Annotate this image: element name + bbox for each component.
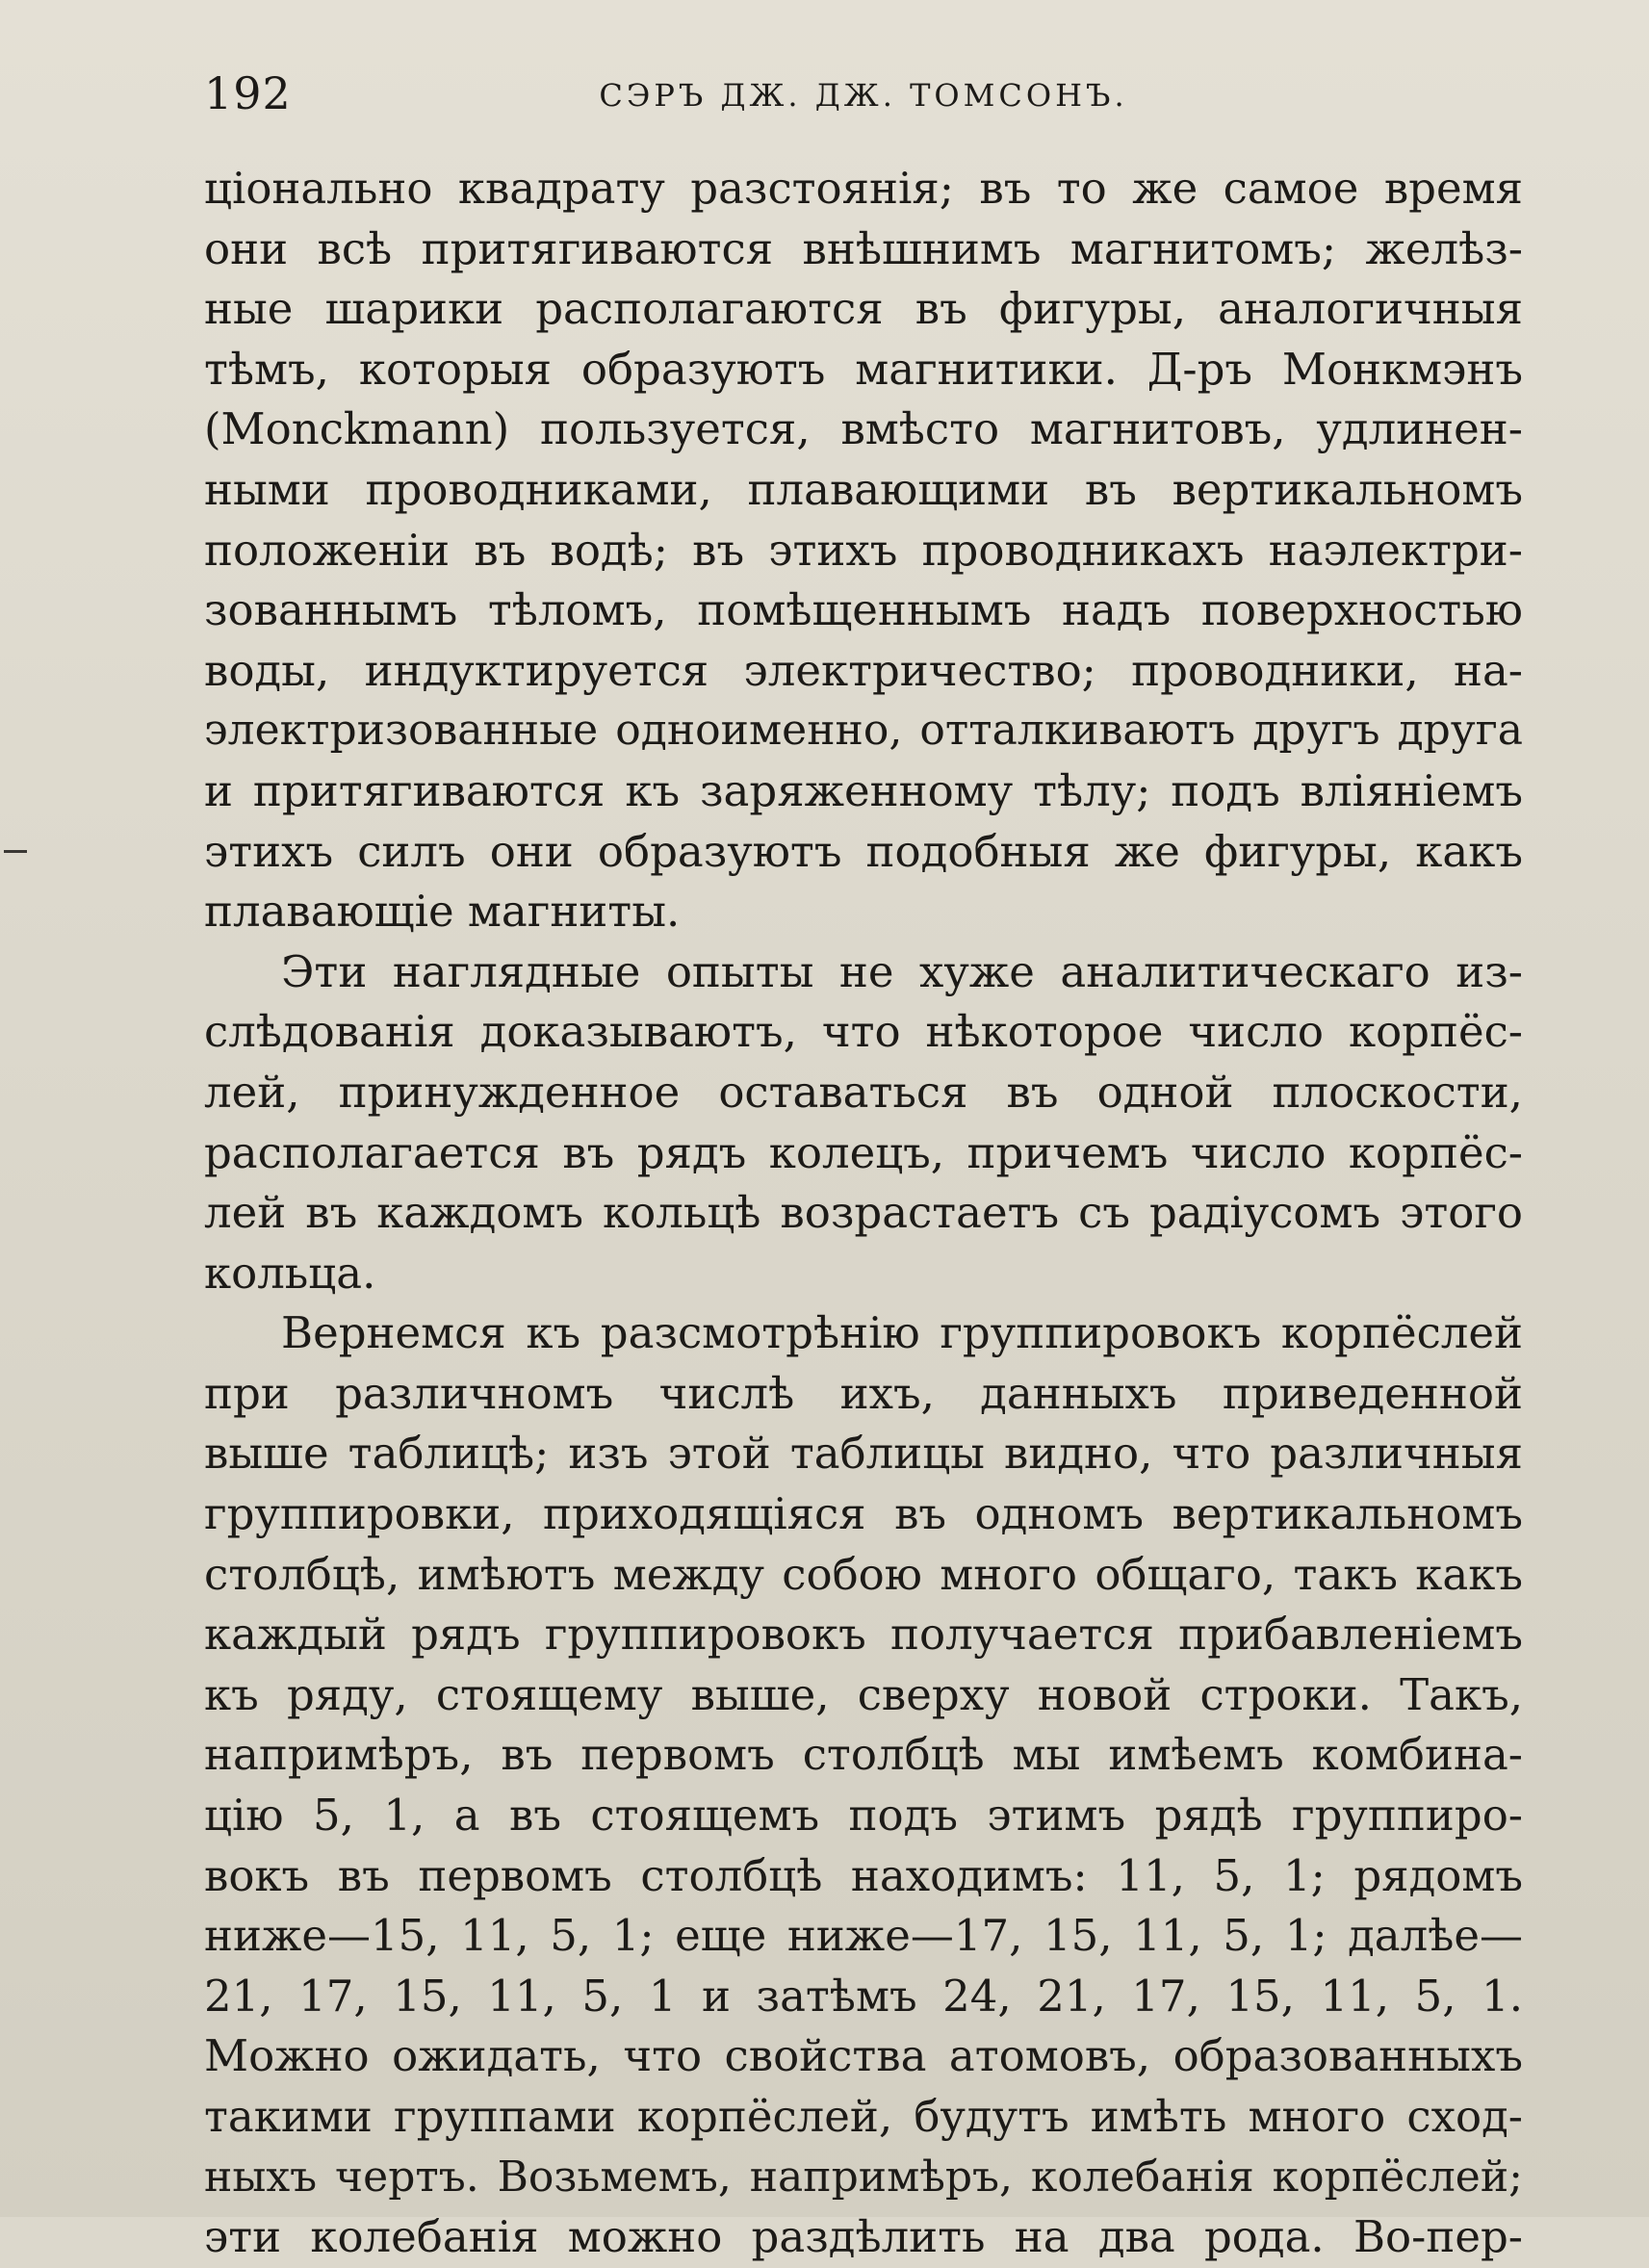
running-head: СЭРЪ ДЖ. ДЖ. ТОМСОНЪ. bbox=[599, 77, 1128, 114]
text-line: лей, принужденное оставаться въ одной плоскости, bbox=[204, 1066, 1523, 1118]
text-line: эти колебанія можно раздѣлить на два рода. Во-пер- bbox=[204, 2211, 1523, 2263]
text-line: къ ряду, стоящему выше, сверху новой строки. Такъ, bbox=[204, 1668, 1523, 1720]
text-line: ціонально квадрату разстоянія; въ то же самое время bbox=[204, 163, 1523, 214]
text-line: цію 5, 1, а въ стоящемъ подъ этимъ рядѣ группиро- bbox=[204, 1790, 1523, 1842]
text-line: такими группами корпёслей, будутъ имѣть много сход- bbox=[204, 2091, 1523, 2142]
text-line: ныхъ чертъ. Возьмемъ, напримѣръ, колебанія корпёслей; bbox=[204, 2152, 1523, 2202]
margin-mark bbox=[4, 850, 27, 853]
text-line: кольца. bbox=[204, 1247, 376, 1299]
body-text bbox=[204, 159, 1523, 2268]
text-line: тѣмъ, которыя образуютъ магнитики. Д-ръ Монкмэнъ bbox=[204, 343, 1523, 395]
text-line: выше таблицѣ; изъ этой таблицы видно, что различныя bbox=[204, 1428, 1523, 1480]
page-header bbox=[204, 67, 1523, 125]
text-line: каждый рядъ группировокъ получается прибавленіемъ bbox=[204, 1609, 1523, 1661]
text-line: этихъ силъ они образуютъ подобныя же фигуры, какъ bbox=[204, 825, 1523, 877]
text-line: ниже—15, 11, 5, 1; еще ниже—17, 15, 11, 5, 1; далѣе— bbox=[204, 1910, 1523, 1962]
text-line: положеніи въ водѣ; въ этихъ проводникахъ наэлектри- bbox=[204, 524, 1523, 576]
text-line: ными проводниками, плавающими въ вертикальномъ bbox=[204, 463, 1523, 515]
text-line: они всѣ притягиваются внѣшнимъ магнитомъ; желѣз- bbox=[204, 222, 1523, 274]
text-line: электризованные одноименно, отталкиваютъ другъ друга bbox=[204, 706, 1523, 756]
text-line: столбцѣ, имѣютъ между собою много общаго, такъ какъ bbox=[204, 1548, 1523, 1600]
text-line: Можно ожидать, что свойства атомовъ, образованныхъ bbox=[204, 2030, 1523, 2082]
text-line: слѣдованія доказываютъ, что нѣкоторое число корпёс- bbox=[204, 1006, 1523, 1058]
text-line: зованнымъ тѣломъ, помѣщеннымъ надъ поверхностью bbox=[204, 584, 1523, 636]
text-line: 21, 17, 15, 11, 5, 1 и затѣмъ 24, 21, 17, 15, 11, 5, 1. bbox=[204, 1970, 1523, 2022]
text-line: располагается въ рядъ колецъ, причемъ число корпёс- bbox=[204, 1126, 1523, 1178]
page-number: 192 bbox=[204, 67, 292, 119]
text-line: лей въ каждомъ кольцѣ возрастаетъ съ радіусомъ этого bbox=[204, 1187, 1523, 1239]
text-line: напримѣръ, въ первомъ столбцѣ мы имѣемъ комбина- bbox=[204, 1729, 1523, 1781]
text-line: ные шарики располагаются въ фигуры, аналогичныя bbox=[204, 283, 1523, 335]
text-line: Вернемся къ разсмотрѣнію группировокъ корпёслей bbox=[281, 1307, 1523, 1359]
text-line: Эти наглядные опыты не хуже аналитическаго из- bbox=[281, 945, 1523, 997]
text-line: группировки, приходящіяся въ одномъ вертикальномъ bbox=[204, 1488, 1523, 1540]
text-line: и притягиваются къ заряженному тѣлу; подъ вліяніемъ bbox=[204, 764, 1523, 816]
text-line: (Monckmann) пользуется, вмѣсто магнитовъ, удлинен- bbox=[204, 403, 1523, 455]
text-line: воды, индуктируется электричество; проводники, на- bbox=[204, 644, 1523, 696]
text-line: вокъ въ первомъ столбцѣ находимъ: 11, 5, 1; рядомъ bbox=[204, 1849, 1523, 1901]
text-line: плавающіе магниты. bbox=[204, 886, 681, 938]
text-line: при различномъ числѣ ихъ, данныхъ приведенной bbox=[204, 1367, 1523, 1419]
